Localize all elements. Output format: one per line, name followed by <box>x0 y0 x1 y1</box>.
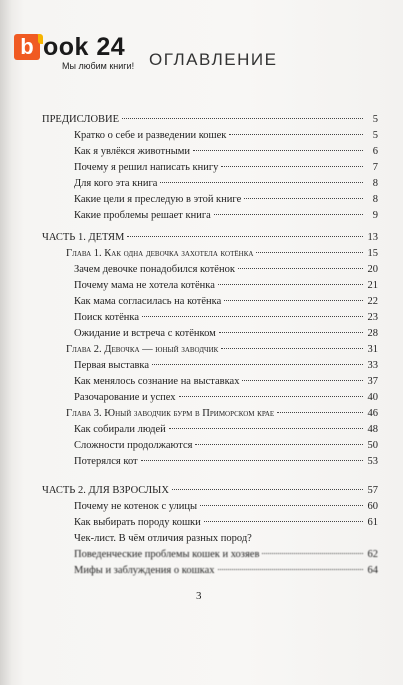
toc-entry: Какие проблемы решает книга 9 <box>74 210 378 221</box>
toc-entry: Потерялся кот 53 <box>74 456 378 467</box>
toc-entry: Как мама согласилась на котёнка 22 <box>74 296 378 307</box>
page-spine-shadow <box>0 0 12 685</box>
toc-entry: Зачем девочке понадобился котёнок 20 <box>74 264 378 275</box>
toc-entry: Разочарование и успех 40 <box>74 392 378 403</box>
toc-entry: ПРЕДИСЛОВИЕ 5 <box>42 114 378 125</box>
logo-letter-b: b <box>14 34 40 60</box>
toc-entry: Глава 2. Девочка — юный заводчик 31 <box>66 344 378 355</box>
toc-entry: Какие цели я преследую в этой книге 8 <box>74 194 378 205</box>
book24-logo <box>14 32 134 71</box>
toc-entry: Почему не котенок с улицы 60 <box>74 501 378 512</box>
toc-entry: Почему мама не хотела котёнка 21 <box>74 280 378 291</box>
toc-entry: Первая выставка 33 <box>74 360 378 371</box>
toc-entry: Глава 1. Как одна девочка захотела котёнка 15 <box>66 248 378 259</box>
toc-entry: Как менялось сознание на выставках 37 <box>74 376 378 387</box>
toc-entry: Для кого эта книга 8 <box>74 178 378 189</box>
toc-entry: Как собирали людей 48 <box>74 424 378 435</box>
toc-entry: ЧАСТЬ 1. ДЕТЯМ 13 <box>42 232 378 243</box>
logo-text: ook 24 <box>43 33 126 61</box>
page-title: ОГЛАВЛЕНИЕ <box>149 50 278 69</box>
toc-entry: Мифы и заблуждения о кошках 64 <box>74 565 378 576</box>
toc-entry: Глава 3. Юный заводчик бурм в Приморском крае 46 <box>66 408 378 419</box>
toc-entry: Почему я решил написать книгу 7 <box>74 162 378 173</box>
toc-entry: Как выбирать породу кошки 61 <box>74 517 378 528</box>
toc-entry: Кратко о себе и разведении кошек 5 <box>74 130 378 141</box>
toc-entry: Чек-лист. В чём отличия разных пород? <box>74 533 252 544</box>
page-number: 3 <box>196 590 202 602</box>
toc-entry: Ожидание и встреча с котёнком 28 <box>74 328 378 339</box>
toc-entry: ЧАСТЬ 2. ДЛЯ ВЗРОСЛЫХ 57 <box>42 485 378 496</box>
toc-entry: Сложности продолжаются 50 <box>74 440 378 451</box>
logo-tagline: Мы любим книги! <box>62 61 135 71</box>
toc-entry: Поиск котёнка 23 <box>74 312 378 323</box>
toc-entry: Как я увлёкся животными 6 <box>74 146 378 157</box>
toc-entry: Поведенческие проблемы кошек и хозяев 62 <box>74 549 378 560</box>
